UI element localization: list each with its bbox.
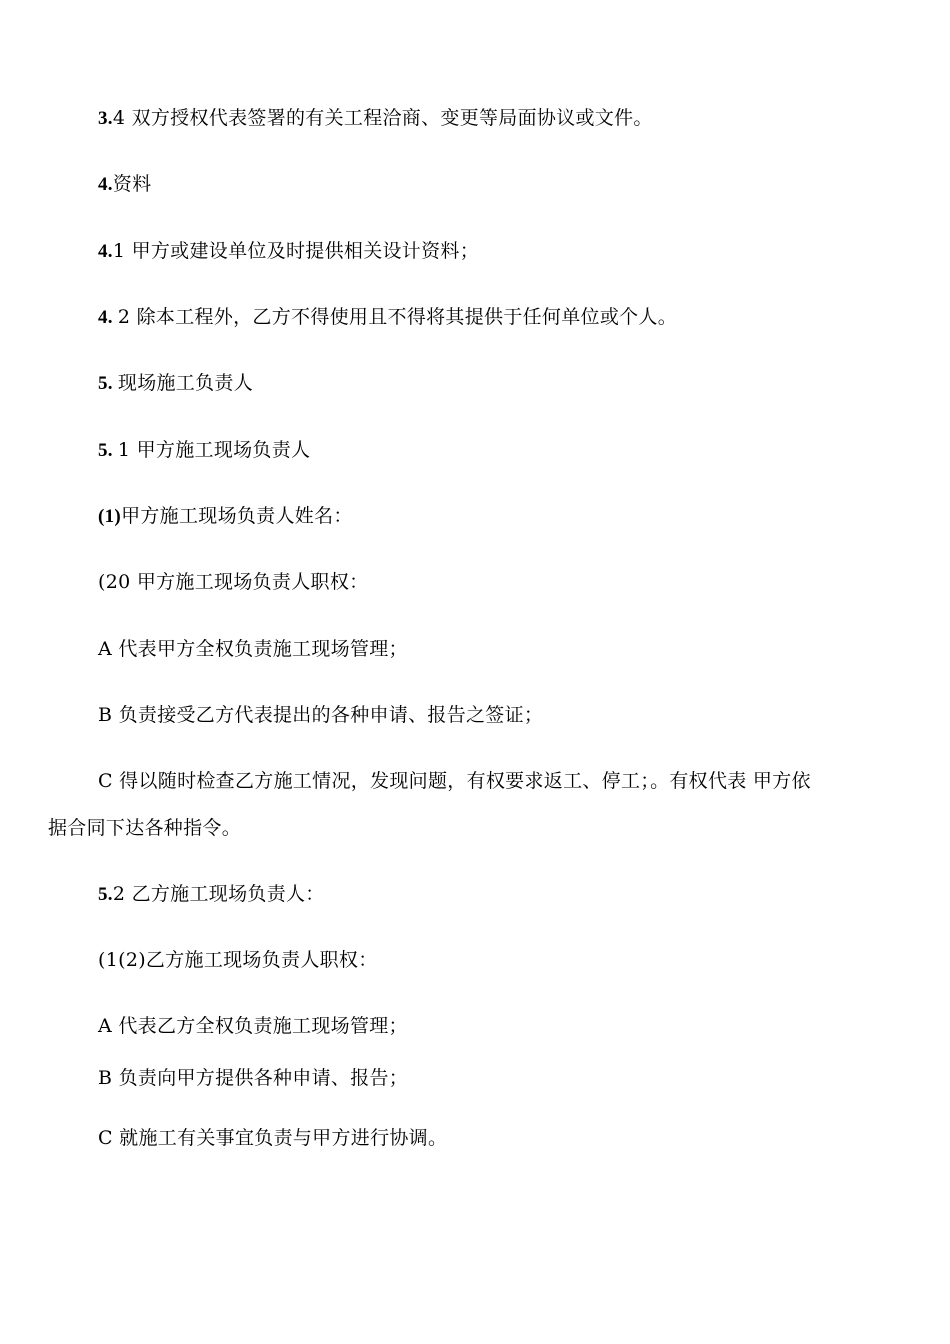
- clause-text: (1(2)乙方施工现场负责人职权：: [98, 949, 378, 971]
- clause-number: 5.: [98, 440, 118, 461]
- clause-number: 4.: [98, 241, 113, 262]
- clause-text: 2 除本工程外，乙方不得使用且不得将其提供于任何单位或个人。: [117, 306, 678, 328]
- clause-number: 4.: [98, 174, 113, 195]
- clause-5-1-2-c: [98, 769, 898, 793]
- clause-5-heading: [98, 371, 253, 396]
- clause-5-1-2-a: [98, 637, 408, 661]
- clause-5-1-2: [98, 570, 368, 594]
- clause-4-1: [98, 239, 479, 264]
- clause-text: 2 乙方施工现场负责人：: [112, 883, 325, 905]
- clause-4-2: [98, 305, 677, 330]
- clause-text: (20 甲方施工现场负责人职权：: [98, 571, 369, 593]
- clause-5-2-c: [98, 1126, 447, 1150]
- clause-text: 1 甲方或建设单位及时提供相关设计资料；: [112, 240, 479, 262]
- clause-5-1-2-b: [98, 703, 543, 727]
- clause-5-1: [98, 438, 310, 463]
- clause-5-2-a: [98, 1014, 408, 1038]
- clause-text: A 代表乙方全权负责施工现场管理；: [98, 1015, 408, 1037]
- clause-5-2-1: [98, 948, 378, 972]
- clause-text: 现场施工负责人: [117, 372, 254, 394]
- clause-text: 据合同下达各种指令。: [48, 817, 242, 839]
- clause-number: 4.: [98, 307, 118, 328]
- clause-5-2: [98, 882, 325, 907]
- clause-text: C 就施工有关事宜负责与甲方进行协调。: [98, 1127, 448, 1149]
- clause-4-heading: [98, 172, 151, 197]
- clause-5-1-2-c-continued: [48, 816, 241, 840]
- clause-text: B 负责接受乙方代表提出的各种申请、报告之签证；: [98, 704, 544, 726]
- clause-5-1-1: [98, 504, 353, 529]
- clause-number: (1): [98, 506, 122, 527]
- clause-5-2-b: [98, 1066, 408, 1090]
- clause-text: 甲方施工现场负责人姓名：: [121, 505, 353, 527]
- clause-text: C 得以随时检查乙方施工情况，发现问题，有权要求返工、停工；。有权代表 甲方依: [98, 770, 811, 792]
- clause-number: 3.: [98, 108, 113, 129]
- clause-number: 5.: [98, 884, 113, 905]
- clause-text: 4 双方授权代表签署的有关工程洽商、变更等局面协议或文件。: [112, 107, 653, 129]
- clause-text: 1 甲方施工现场负责人: [117, 439, 311, 461]
- clause-number: 5.: [98, 373, 118, 394]
- clause-3-4: [98, 106, 653, 131]
- clause-text: A 代表甲方全权负责施工现场管理；: [98, 638, 408, 660]
- clause-text: B 负责向甲方提供各种申请、报告；: [98, 1067, 409, 1089]
- clause-text: 资料: [112, 173, 152, 195]
